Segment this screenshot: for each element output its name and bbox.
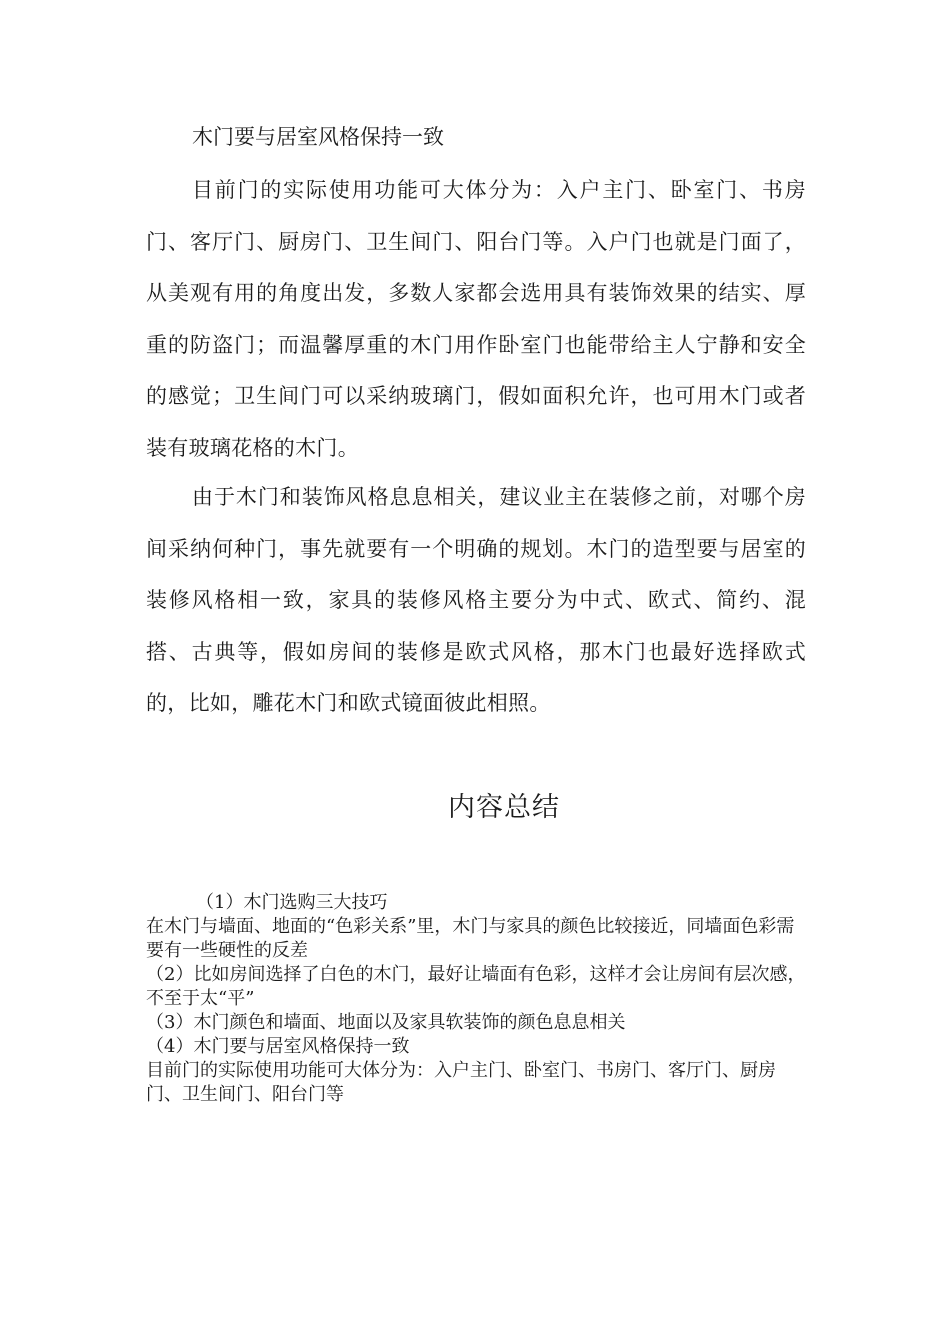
paragraph-text: 目前门的实际使用功能可大体分为：入户主门、卧室门、书房门、客厅门、厨房门、卫生间门、阳台门等。入户门也就是门面了，从美观有用的角度出发，多数人家都会选用具有装饰效果的结实、厚重的防盗门；而温馨厚重的木门用作卧室门也能带给主人宁静和安全的感觉；卫生间门可以采纳玻璃门，假如面积允许，也可用木门或者装有玻璃花格的木门。 [146, 178, 806, 460]
summary-title: 内容总结 [448, 792, 560, 823]
summary-item-1-text: 在木门与墙面、地面的“色彩关系”里，木门与家具的颜色比较接近，同墙面色彩需要有一些硬性的反差 [146, 916, 795, 961]
summary-item-2: （2）比如房间选择了白色的木门，最好让墙面有色彩，这样才会让房间有层次感，不至于太“平” [146, 964, 806, 1009]
body-paragraph-door-types [146, 165, 806, 474]
summary-list [146, 891, 806, 1107]
body-paragraph-door-style [146, 472, 806, 730]
summary-item-4-text: 目前门的实际使用功能可大体分为：入户主门、卧室门、书房门、客厅门、厨房门、卫生间门、阳台门等 [146, 1060, 776, 1105]
section-heading: 木门要与居室风格保持一致 [192, 125, 444, 149]
summary-item-1: （1）木门选购三大技巧 [196, 892, 388, 913]
summary-item-3: （3）木门颜色和墙面、地面以及家具软装饰的颜色息息相关 [146, 1012, 626, 1033]
summary-item-4: （4）木门要与居室风格保持一致 [146, 1036, 410, 1057]
paragraph-text: 由于木门和装饰风格息息相关，建议业主在装修之前，对哪个房间采纳何种门，事先就要有一个明确的规划。木门的造型要与居室的装修风格相一致，家具的装修风格主要分为中式、欧式、简约、混搭、古典等，假如房间的装修是欧式风格，那木门也最好选择欧式的，比如，雕花木门和欧式镜面彼此相照。 [146, 485, 806, 715]
